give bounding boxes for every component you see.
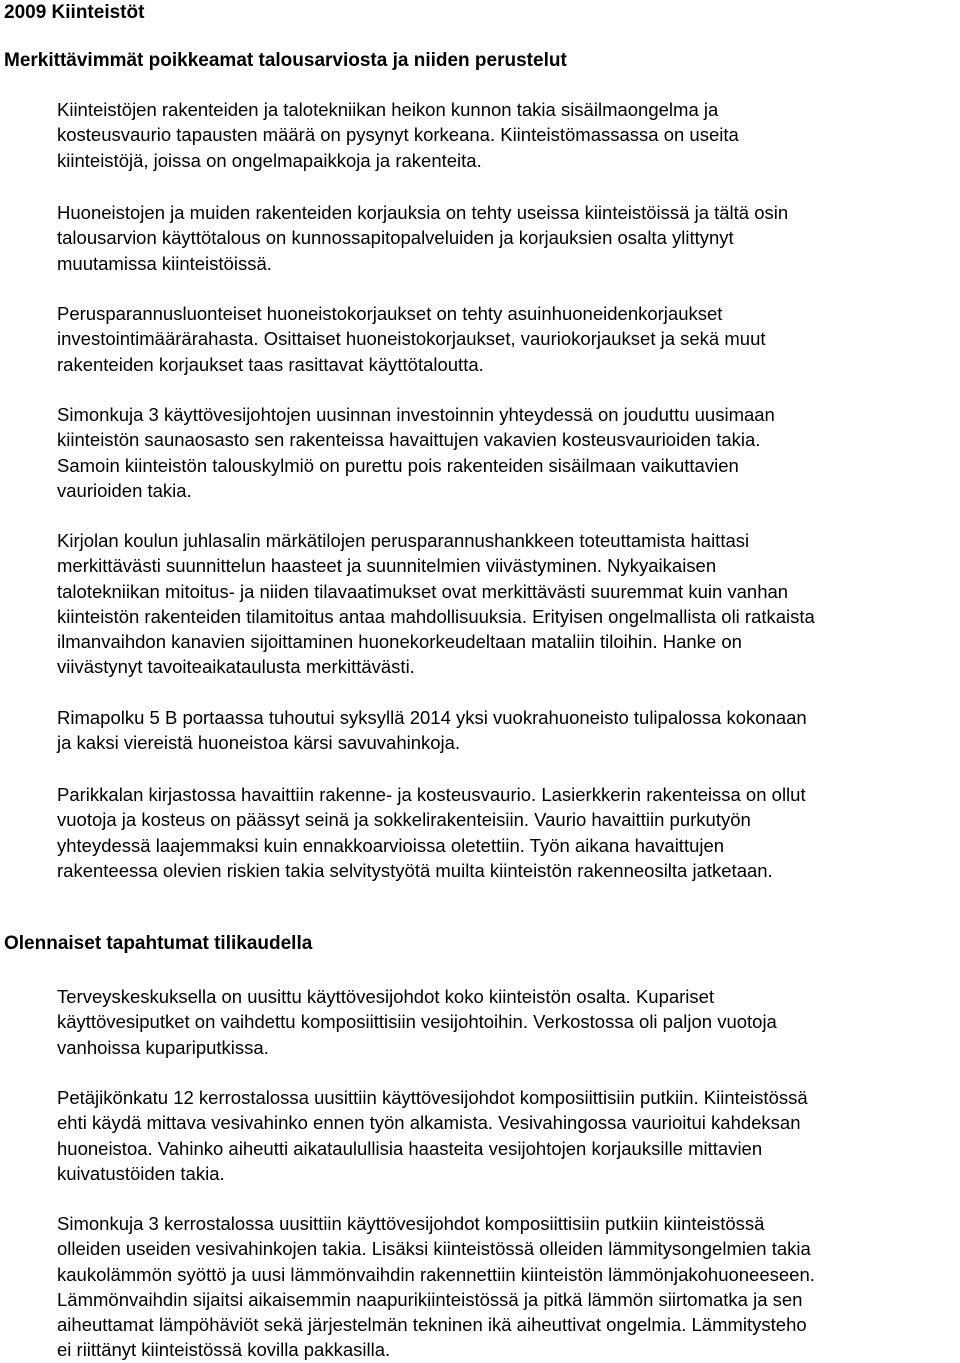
paragraph: Terveyskeskuksella on uusittu käyttövesijohdot koko kiinteistön osalta. Kupariset käyttövesiputket on vaihdettu komposiittisiin vesijohtoihin. Verkostossa oli paljon vuotoja vanhoissa kupariputkissa.: [57, 986, 777, 1058]
paragraph: Perusparannusluonteiset huoneistokorjaukset on tehty asuinhuoneidenkorjaukset investointimäärärahasta. Osittaiset huoneistokorjaukset, vauriokorjaukset ja sekä muut rakenteiden korjaukset taas rasittavat käyttötaloutta.: [57, 303, 766, 375]
paragraph: Petäjikönkatu 12 kerrostalossa uusittiin käyttövesijohdot komposiittisiin putkiin. Kiinteistössä ehti käydä mittava vesivahinko ennen työn alkamista. Vesivahingossa vaurioitui kahdeksan huoneistoa. Vahinko aiheutti aikataulullisia haasteita vesijohtojen korjauksille mittavien kuivatustöiden takia.: [57, 1087, 808, 1184]
paragraph: Kiinteistöjen rakenteiden ja talotekniikan heikon kunnon takia sisäilmaongelma ja kosteusvaurio tapausten määrä on pysynyt korkeana. Kiinteistömassassa on useita kiinteistöjä, joissa on ongelmapaikkoja ja rakenteita.: [57, 99, 739, 171]
paragraph: Kirjolan koulun juhlasalin märkätilojen perusparannushankkeen toteuttamista haittasi merkittävästi suunnittelun haasteet ja suunnitelmien viivästyminen. Nykyaikaisen talotekniikan mitoitus- ja niiden tilavaatimukset ovat merkittävästi suuremmat kuin vanhan kiinteistön rakenteiden tilamitoitus antaa mahdollisuuksia. Erityisen ongelmallista oli ratkaista ilmanvaihdon kanavien sijoittaminen huonekorkeudeltaan mataliin tiloihin. Hanke on viivästynyt tavoiteaikataulusta merkittävästi.: [57, 530, 815, 678]
paragraph: Parikkalan kirjastossa havaittiin rakenne- ja kosteusvaurio. Lasierkkerin rakenteissa on ollut vuotoja ja kosteus on päässyt seinä ja sokkelirakenteisiin. Vaurio havaittiin purkutyön yhteydessä laajemmaksi kuin ennakkoarvioissa oletettiin. Työn aikana havaittujen rakenteessa olevien riskien takia selvitystyötä muilta kiinteistön rakenneosilta jatketaan.: [57, 784, 806, 881]
document-title: 2009 Kiinteistöt: [4, 2, 145, 23]
paragraph: Huoneistojen ja muiden rakenteiden korjauksia on tehty useissa kiinteistöissä ja tältä osin talousarvion käyttötalous on kunnossapitopalveluiden ja korjauksien osalta ylittynyt muutamissa kiinteistöissä.: [57, 202, 789, 274]
paragraph: Rimapolku 5 B portaassa tuhoutui syksyllä 2014 yksi vuokrahuoneisto tulipalossa kokonaan ja kaksi viereistä huoneistoa kärsi savuvahinkoja.: [57, 707, 807, 754]
section-heading-events: Olennaiset tapahtumat tilikaudella: [4, 933, 313, 954]
section-heading-deviations: Merkittävimmät poikkeamat talousarviosta ja niiden perustelut: [4, 50, 567, 71]
paragraph: Simonkuja 3 käyttövesijohtojen uusinnan investoinnin yhteydessä on jouduttu uusimaan kiinteistön saunaosasto sen rakenteissa havaittujen vakavien kosteusvaurioiden takia. Samoin kiinteistön talouskylmiö on purettu pois rakenteiden sisäilmaan vaikuttavien vaurioiden takia.: [57, 404, 775, 501]
paragraph: Simonkuja 3 kerrostalossa uusittiin käyttövesijohdot komposiittisiin putkiin kiinteistössä olleiden useiden vesivahinkojen takia. Lisäksi kiinteistössä olleiden lämmitysongelmien takia kaukolämmön syöttö ja uusi lämmönvaihdin rakennettiin kiinteistön lämmönjakohuoneeseen. Lämmönvaihdin sijaitsi aikaisemmin naapurikiinteistössä ja pitkä lämmön siirtomatka ja sen aiheuttamat lämpöhäviöt sekä järjestelmän tekninen ikä aiheuttivat ongelmia. Lämmitysteho ei riittänyt kiinteistössä kovilla pakkasilla.: [57, 1213, 815, 1361]
